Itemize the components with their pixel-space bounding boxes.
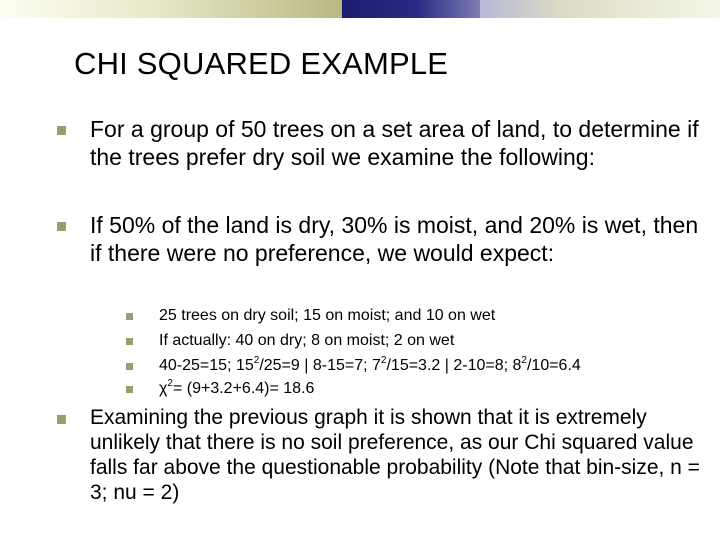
sub-bullet-text: 25 trees on dry soil; 15 on moist; and 10 on wet: [159, 307, 496, 324]
top-bar-left-gradient: [0, 0, 342, 18]
sub-bullet-expected: [124, 305, 704, 327]
sub-bullet-chi-squared: [124, 378, 704, 400]
square-bullet-icon: [126, 363, 133, 370]
square-bullet-icon: [126, 313, 133, 320]
top-bar-right-gradient: [480, 0, 720, 18]
sub-bullet-text: If actually: 40 on dry; 8 on moist; 2 on wet: [159, 332, 455, 349]
square-bullet-icon: [57, 222, 66, 231]
bullet-text: For a group of 50 trees on a set area of land, to determine if the trees prefer dry soil we examine the following:: [90, 116, 699, 170]
calculation-text: 40-25=15; $15^2/25=9$ | 8-15=7; $7^2/15=3.2$ | 2-10=8; $8^2/10=6.4$: [159, 354, 581, 374]
square-bullet-icon: [126, 338, 133, 345]
sub-bullet-actual: [124, 330, 704, 352]
bullet-text: Examining the previous graph it is shown that it is extremely unlikely that there is no soil preference, as our Chi squared value falls far above the questionable probability (Note that bin-size, n = 3; nu = 2): [90, 406, 700, 504]
top-bar-navy-band: [342, 0, 480, 18]
slide-title: CHI SQUARED EXAMPLE: [74, 46, 449, 81]
chi-squared-text: $\chi^2= (9+3.2+6.4)= 18.6$: [159, 377, 315, 397]
bullet-text: If 50% of the land is dry, 30% is moist, and 20% is wet, then if there were no preference, we would expect:: [90, 212, 699, 266]
sub-bullet-calculation: [124, 355, 704, 377]
square-bullet-icon: [57, 415, 66, 424]
top-decor-bar: [0, 0, 720, 18]
bullet-item-conclusion: [52, 405, 702, 505]
bullet-item-land: [52, 211, 702, 267]
bullet-item-trees: [52, 115, 702, 171]
square-bullet-icon: [126, 386, 133, 393]
square-bullet-icon: [57, 126, 66, 135]
